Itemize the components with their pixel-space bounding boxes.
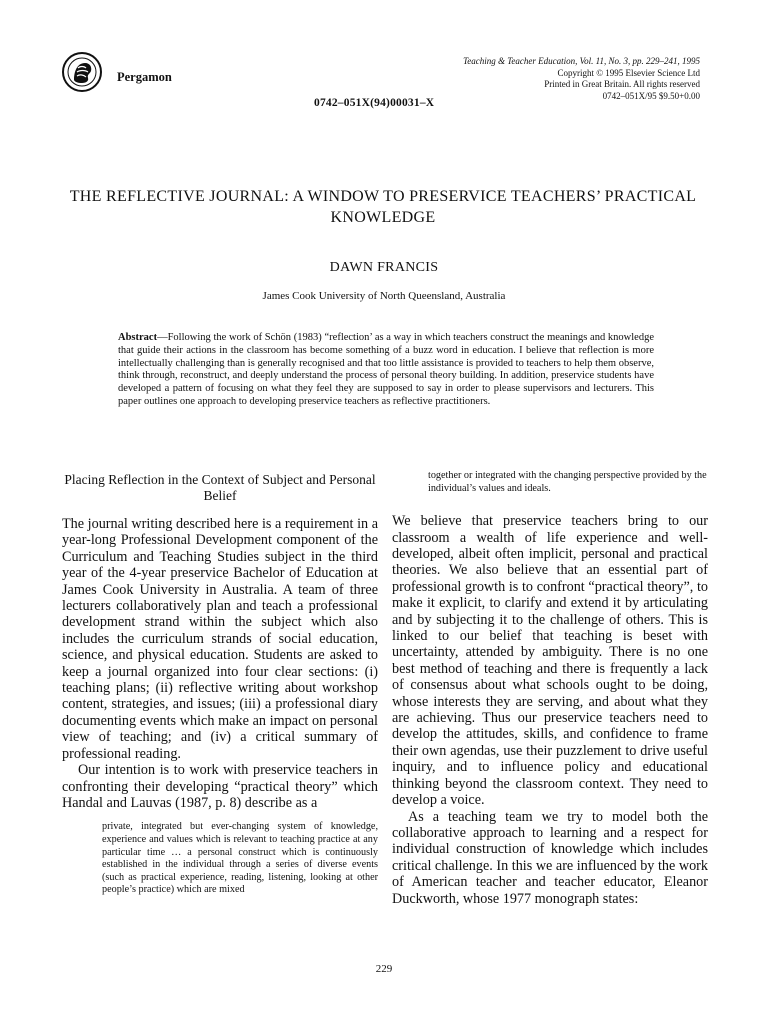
right-column [392,470,708,907]
publisher-name: Pergamon [117,70,172,84]
block-quote-continued: together or integrated with the changing perspective provided by the individual’s values and ideals. [428,470,707,494]
block-quote: private, integrated but ever-changing system of knowledge, experience and values which is relevant to teaching practice at any particular time … a personal construct which is continuously established in the individual through a series of diverse events (such as practical experience, reading, listening, looking at other people’s practice) which are mixed [102,821,378,896]
author-affiliation: James Cook University of North Queensland, Australia [262,290,506,302]
journal-info [380,56,700,102]
abstract-text: —Following the work of Schön (1983) “reflection’ as a way in which teachers construct the meanings and knowledge that guide their actions in the classroom has become something of a buzz word in education. I believe that reflection is more intellectually challenging than is generally recognised and that too little assistance is provided to teachers to help them observe, think through, reconstruct, and deeply understand the process of personal theory building. In addition, preservice students have developed a pattern of focusing on what they feel they are supposed to say in order to please supervisors and lecturers. This paper outlines one approach to developing preservice teachers as reflective practitioners. [118,332,654,407]
article-title: THE REFLECTIVE JOURNAL: A WINDOW TO PRESERVICE TEACHERS’ PRACTICAL KNOWLEDGE [69,188,697,226]
issn-price: 0742–051X/95 $9.50+0.00 [602,90,700,101]
paragraph: The journal writing described here is a requirement in a year-long Professional Development component of the Curriculum and Teaching Studies subject in the third year of the 4-year preservice Bachelor of Education at James Cook University in Australia. A team of three lecturers collaboratively plan and teach a professional development strand within the subject which also includes the curriculum strands of social education, science, and physical education. Students are asked to keep a journal organized into four clear sections: (i) teaching plans; (ii) reflective writing about workshop content, strategies, and issues; (iii) a professional diary documenting events which make an impact on personal view of teaching; and (iv) a critical summary of professional reading. [62,516,378,762]
article-identifier: 0742–051X(94)00031–X [314,97,435,109]
paragraph: We believe that preservice teachers bring to our classroom a wealth of life experience and well-developed, albeit often implicit, personal and practical theories. We also believe that an essential part of professional growth is to confront “practical theory”, to make it explicit, to clarify and extend it by articulating and by subjecting it to the challenge of others. This is linked to our belief that teaching is beset with uncertainty, attended by ambiguity. There is no one best method of teaching and there is frequently a lack of consensus about what schools ought to be doing, whose interests they are serving, and about what they are achieving. Thus our preservice teachers need to develop the attitudes, skills, and confidence to frame their own agendas, use their puzzlement to drive useful inquiry, and to influence policy and educational thinking beyond the classroom context. They need to develop a voice. [392,513,708,809]
section-heading: Placing Reflection in the Context of Subject and Personal Belief [64,472,376,503]
printed-notice: Printed in Great Britain. All rights reserved [544,79,700,89]
journal-citation: Teaching & Teacher Education, Vol. 11, No. 3, pp. 229–241, 1995 [463,56,700,66]
paragraph: Our intention is to work with preservice teachers in confronting their developing “practical theory” which Handal and Lauvas (1987, p. 8) describe as a [62,762,378,811]
pergamon-logo-icon [62,52,102,92]
author-name: DAWN FRANCIS [329,260,439,275]
abstract [118,332,654,409]
page-number: 229 [375,963,393,975]
copyright-notice: Copyright © 1995 Elsevier Science Ltd [557,67,700,78]
left-column [62,472,378,897]
paragraph: As a teaching team we try to model both the collaborative approach to learning and a respect for individual construction of knowledge which includes critical challenge. In this we are influenced by the work of American teacher and teacher educator, Eleanor Duckworth, whose 1977 monograph states: [392,808,708,907]
abstract-label: Abstract [118,332,158,343]
